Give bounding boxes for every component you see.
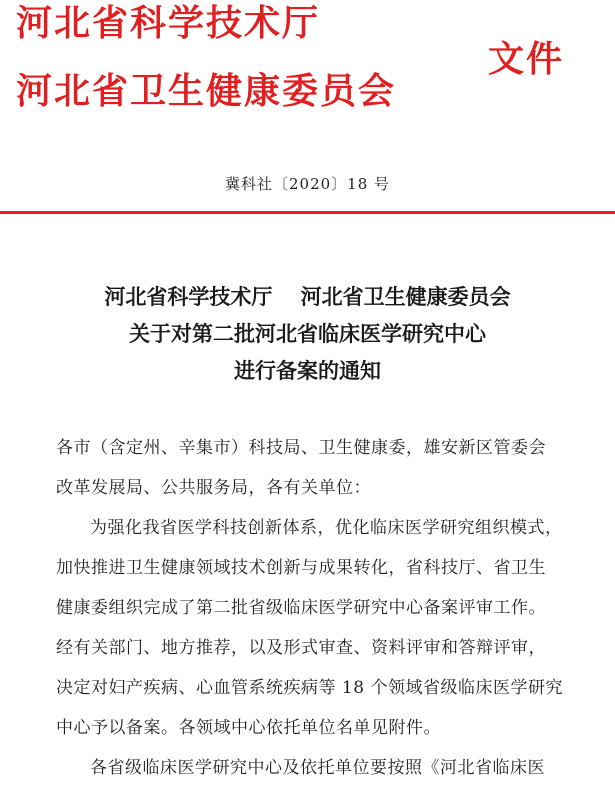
body-line-addressee-2: 改革发展局、公共服务局，各有关单位：	[56, 478, 371, 498]
body-line-addressee-1: 各市（含定州、辛集市）科技局、卫生健康委，雄安新区管委会	[56, 438, 546, 458]
document-suffix: 文件	[488, 39, 565, 80]
red-divider-line	[0, 211, 615, 214]
document-number: 冀科社〔2020〕18 号	[224, 175, 391, 193]
notice-title-line-2: 关于对第二批河北省临床医学研究中心	[129, 322, 486, 346]
body-line-paragraph-1: 为强化我省医学科技创新体系，优化临床医学研究组织模式，	[90, 518, 563, 538]
body-line: 经有关部门、地方推荐，以及形式审查、资料评审和答辩评审，	[56, 638, 546, 658]
issuing-org-line-1: 河北省科学技术厅	[16, 3, 321, 44]
issuing-org-line-2: 河北省卫生健康委员会	[16, 71, 397, 112]
body-line: 决定对妇产疾病、心血管系统疾病等 18 个领域省级临床医学研究	[56, 678, 563, 698]
body-line: 加快推进卫生健康领域技术创新与成果转化，省科技厅、省卫生	[56, 558, 546, 578]
notice-title-line-1: 河北省科学技术厅 河北省卫生健康委员会	[104, 285, 511, 309]
body-line-paragraph-2: 各省级临床医学研究中心及依托单位要按照《河北省临床医	[90, 758, 545, 778]
notice-title-line-3: 进行备案的通知	[234, 359, 381, 383]
body-line: 健康委组织完成了第二批省级临床医学研究中心备案评审工作。	[56, 598, 546, 618]
body-line: 中心予以备案。各领域中心依托单位名单见附件。	[56, 718, 441, 738]
